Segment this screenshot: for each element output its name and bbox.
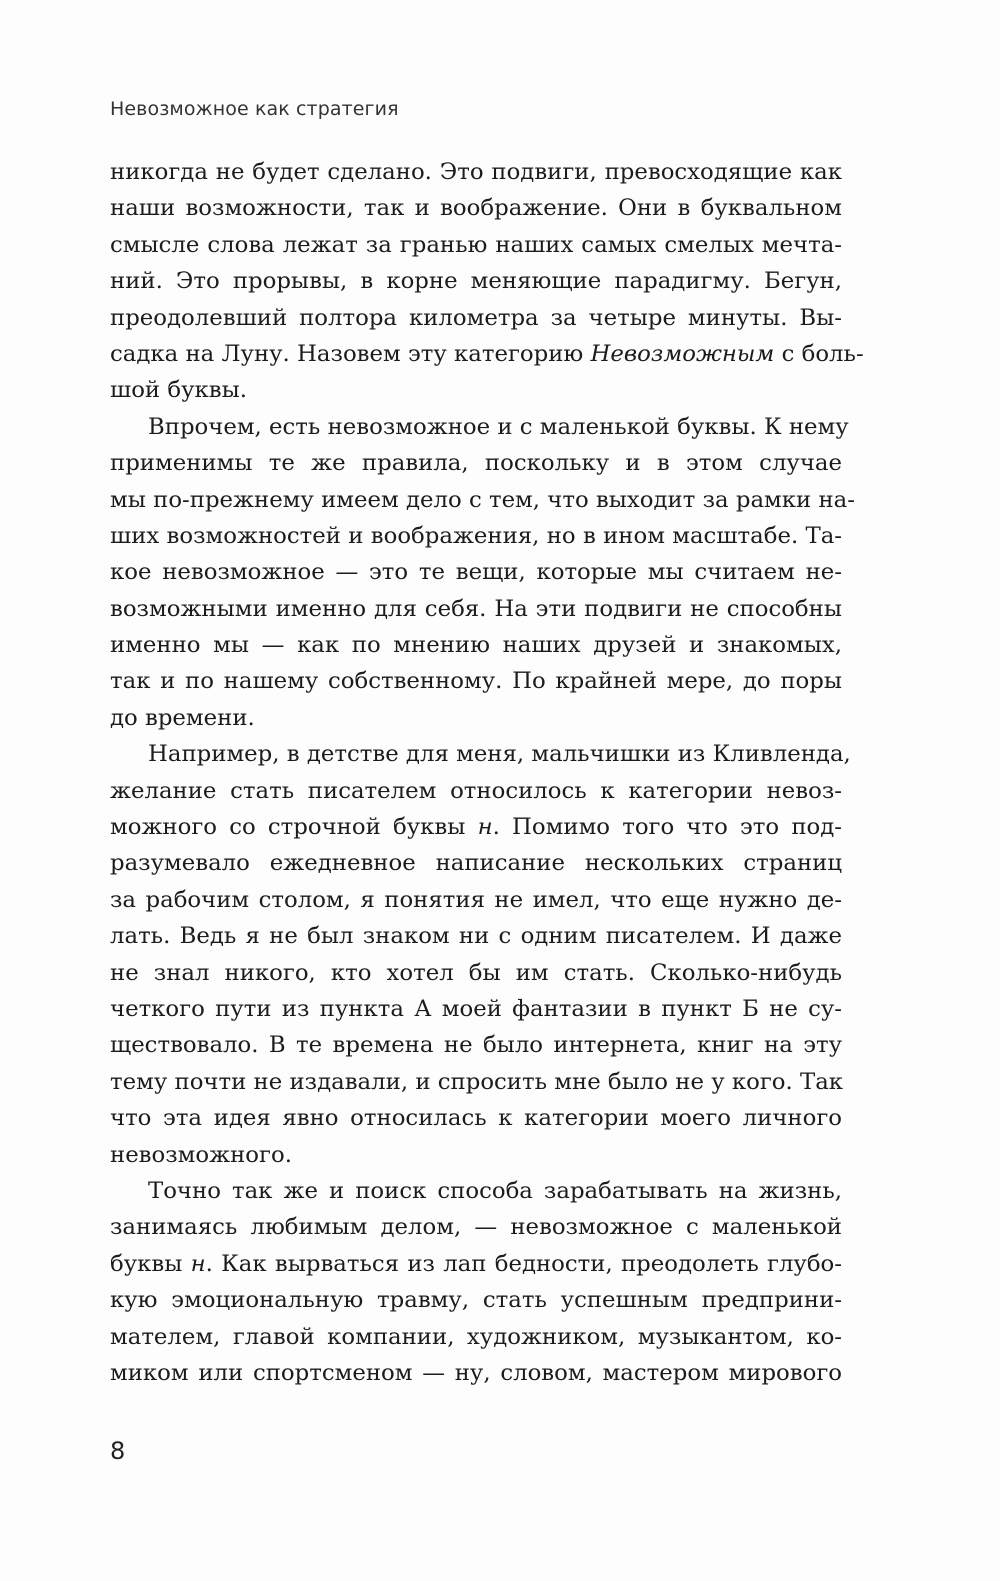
text-line: шой буквы.	[110, 377, 247, 404]
text-line: кое невозможное — это те вещи, которые мы считаем не-	[110, 559, 842, 586]
text-run: садка на Луну. Назовем эту категорию	[110, 340, 591, 367]
text-line: ществовало. В те времена не было интернета, книг на эту	[110, 1032, 842, 1059]
text-line: возможными именно для себя. На эти подвиги не способны	[110, 595, 842, 622]
italic-run: Невозможным	[590, 340, 775, 367]
paragraph	[110, 154, 864, 409]
text-line: разумевало ежедневное написание нескольких страниц	[110, 850, 842, 877]
paragraph	[110, 736, 851, 1173]
text-line: преодолевший полтора километра за четыре минуты. Вы-	[110, 304, 842, 331]
text-line: четкого пути из пункта А моей фантазии в пункт Б не су-	[110, 995, 842, 1022]
text-line: мателем, главой компании, художником, музыкантом, ко-	[110, 1323, 842, 1350]
text-run: . Как вырваться из лап бедности, преодолеть глубо-	[205, 1250, 842, 1277]
text-line: миком или спортсменом — ну, словом, мастером мирового	[110, 1359, 842, 1386]
text-line: именно мы — как по мнению наших друзей и знакомых,	[110, 632, 842, 659]
text-run: с боль-	[774, 340, 864, 367]
text-line: ний. Это прорывы, в корне меняющие парадигму. Бегун,	[110, 268, 842, 295]
text-line	[110, 1246, 842, 1282]
italic-run: н	[190, 1250, 206, 1277]
text-line: Точно так же и поиск способа зарабатывать на жизнь,	[148, 1177, 842, 1204]
text-line: мы по-прежнему имеем дело с тем, что выходит за рамки на-	[110, 486, 855, 513]
text-line: невозможного.	[110, 1141, 292, 1168]
text-line: ших возможностей и воображения, но в ином масштабе. Та-	[110, 522, 842, 549]
text-line: смысле слова лежат за гранью наших самых смелых мечта-	[110, 231, 842, 258]
text-run: буквы	[110, 1250, 191, 1277]
text-line: тему почти не издавали, и спросить мне было не у кого. Так	[110, 1068, 844, 1095]
text-line: наши возможности, так и воображение. Они в буквальном	[110, 195, 842, 222]
text-line: желание стать писателем относилось к категории невоз-	[110, 777, 842, 804]
text-run: . Помимо того что это под-	[492, 814, 842, 841]
text-line: никогда не будет сделано. Это подвиги, превосходящие как	[110, 159, 842, 185]
text-line: Например, в детстве для меня, мальчишки из Кливленда,	[148, 741, 851, 768]
text-line: занимаясь любимым делом, — невозможное с маленькой	[110, 1214, 842, 1241]
text-line: применимы те же правила, поскольку и в этом случае	[110, 450, 842, 477]
italic-run: н	[477, 814, 493, 841]
text-line: не знал никого, кто хотел бы им стать. Сколько-нибудь	[110, 959, 842, 986]
text-line: лать. Ведь я не был знаком ни с одним писателем. И даже	[110, 923, 842, 950]
body-text	[110, 154, 864, 1391]
paragraph	[110, 409, 855, 737]
text-line: что эта идея явно относилась к категории моего личного	[110, 1105, 842, 1132]
text-line: кую эмоциональную травму, стать успешным предприни-	[110, 1287, 842, 1314]
text-run: можного со строчной буквы	[110, 814, 478, 841]
text-line	[110, 809, 842, 845]
text-line: Впрочем, есть невозможное и с маленькой буквы. К нему	[148, 413, 849, 440]
text-line	[110, 336, 864, 372]
running-head: Невозможное как стратегия	[110, 98, 399, 120]
page-number: 8	[110, 1437, 126, 1465]
text-line: так и по нашему собственному. По крайней мере, до поры	[110, 668, 842, 695]
text-line: до времени.	[110, 704, 255, 731]
paragraph	[110, 1173, 842, 1391]
text-line: за рабочим столом, я понятия не имел, что еще нужно де-	[110, 886, 842, 913]
